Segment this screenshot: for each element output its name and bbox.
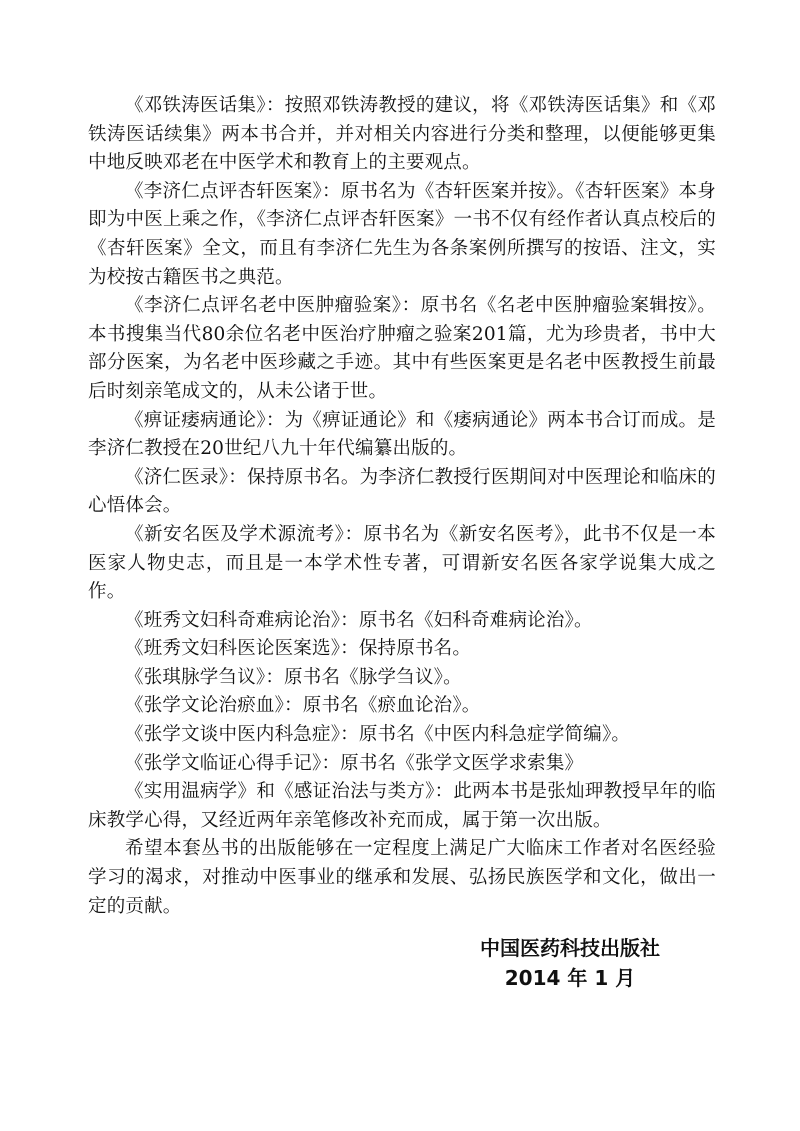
paragraph-zhang-xuewen-blood-stasis: 《张学文论治瘀血》：原书名《瘀血论治》。 [125,695,481,717]
publisher-signature: 中国医药科技出版社 [480,936,660,960]
paragraph-ban-xiuwen-case-selection: 《班秀文妇科医论医案选》：保持原书名。 [125,638,472,660]
paragraph-xinan-physicians: 《新安名医及学术源流考》：原书名为《新安名医考》，此书不仅是一本医家人物史志，而且是一本学术性专著，可谓新安名医各家学说集大成之作。 [88,523,716,603]
paragraph-li-jiren-xingxuan: 《李济仁点评杏轩医案》：原书名为《杏轩医案并按》。《杏轩医案》本身即为中医上乘之作，《李济仁点评杏轩医案》一书不仅有经作者认真点校后的《杏轩医案》全文，而且有李济仁先生为各条案例所撰写的按语、注文，实为校按古籍医书之典范。 [88,180,716,288]
preface-body [88,92,716,921]
paragraph-jiren-records: 《济仁医录》：保持原书名。为李济仁教授行医期间对中医理论和临床的心悟体会。 [88,466,716,517]
paragraph-warm-disease: 《实用温病学》和《感证治法与类方》：此两本书是张灿玾教授早年的临床教学心得，又经近两年亲笔修改补充而成，属于第一次出版。 [88,781,716,831]
paragraph-ban-xiuwen-difficult-diseases: 《班秀文妇科奇难病论治》：原书名《妇科奇难病论治》。 [125,609,593,631]
paragraph-zhang-xuewen-notes: 《张学文临证心得手记》：原书名《张学文医学求索集》 [125,752,584,774]
paragraph-bi-wei-theory: 《痹证痿病通论》：为《痹证通论》和《痿病通论》两本书合订而成。是李济仁教授在20世纪八九十年代编纂出版的。 [88,409,716,460]
paragraph-li-jiren-tumor-cases: 《李济仁点评名老中医肿瘤验案》：原书名《名老中医肿瘤验案辑按》。本书搜集当代80余位名老中医治疗肿瘤之验案201篇，尤为珍贵者，书中大部分医案，为名老中医珍藏之手迹。其中有些医案更是名老中医教授生前最后时刻亲笔成文的，从未公诸于世。 [88,295,716,402]
paragraph-deng-tietao: 《邓铁涛医话集》：按照邓铁涛教授的建议，将《邓铁涛医话集》和《邓铁涛医话续集》两本书合并，并对相关内容进行分类和整理，以便能够更集中地反映邓老在中医学术和教育上的主要观点。 [88,95,716,174]
paragraph-zhang-xuewen-emergency: 《张学文谈中医内科急症》：原书名《中医内科急症学简编》。 [125,724,631,746]
publication-date: 2014 年 1 月 [504,966,636,990]
paragraph-closing-wish: 希望本套丛书的出版能够在一定程度上满足广大临床工作者对名医经验学习的渴求，对推动中医事业的继承和发展、弘扬民族医学和文化，做出一定的贡献。 [88,838,716,917]
paragraph-zhang-qi-pulse: 《张琪脉学刍议》：原书名《脉学刍议》。 [125,666,462,688]
